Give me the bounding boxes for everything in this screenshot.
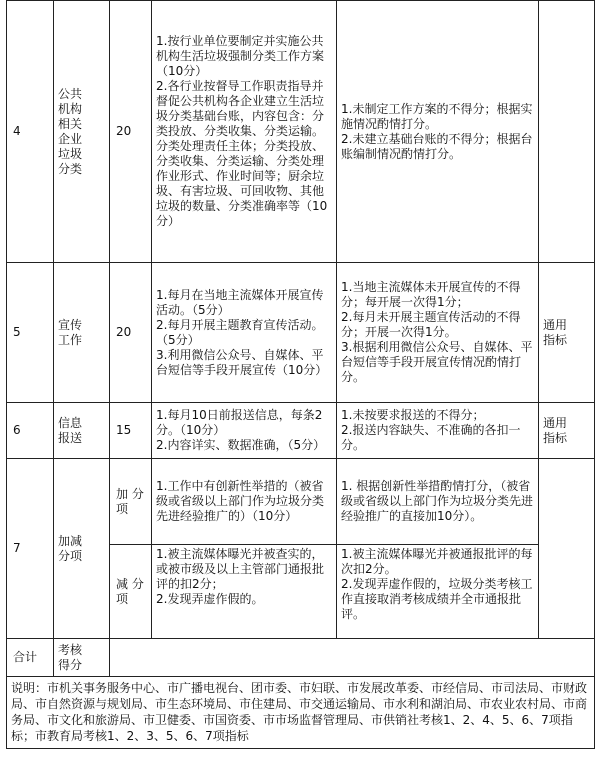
item-remark	[539, 459, 595, 639]
add-points-criteria: 1. 根据创新性举措酌情打分，（被省级或省级以上部门作为垃圾分类先进经验推广的直接加10分）。	[337, 459, 539, 545]
item-name: 公共 机构 相关 企业 垃圾 分类	[54, 1, 110, 263]
table-row	[7, 263, 595, 403]
item-criteria: 1.未按要求报送的不得分； 2.报送内容缺失、不准确的各扣一分。	[337, 403, 539, 459]
total-row	[7, 639, 595, 677]
item-name: 信息 报送	[54, 403, 110, 459]
assessment-table	[6, 0, 595, 749]
row-number: 5	[7, 263, 54, 403]
total-score-label: 考核 得分	[54, 639, 110, 677]
table-row	[7, 1, 595, 263]
note-text: 说明：市机关事务服务中心、市广播电视台、团市委、市妇联、市发展改革委、市经信局、市司法局、市财政局、市自然资源与规划局、市生态环境局、市住建局、市交通运输局、市水利和湖泊局、市农业农村局、市商务局、市文化和旅游局、市卫健委、市国资委、市市场监督管理局、市供销社考核1、2、4、5、6、7项指标；市教育局考核1、2、3、5、6、7项指标	[7, 677, 595, 749]
add-points-content: 1.工作中有创新性举措的（被省级或省级以上部门作为垃圾分类先进经验推广的）（10分）	[152, 459, 337, 545]
total-score-value	[110, 639, 595, 677]
deduct-points-label: 减 分 项	[110, 545, 152, 639]
deduct-points-content: 1.被主流媒体曝光并被查实的，或被市级及以上主管部门通报批评的扣2分； 2.发现弄虚作假的。	[152, 545, 337, 639]
deduct-points-criteria: 1.被主流媒体曝光并被通报批评的每次扣2分。 2.发现弄虚作假的，垃圾分类考核工作直接取消考核成绩并全市通报批评。	[337, 545, 539, 639]
item-content: 1.每月在当地主流媒体开展宣传活动。（5分） 2.每月开展主题教育宣传活动。（5分） 3.利用微信公众号、自媒体、平台短信等手段开展宣传（10分）	[152, 263, 337, 403]
item-criteria: 1.当地主流媒体未开展宣传的不得分；每开展一次得1分； 2.每月未开展主题宣传活动的不得分；开展一次得1分。 3.根据利用微信公众号、自媒体、平台短信等手段开展宣传情况酌情打分。	[337, 263, 539, 403]
total-label: 合计	[7, 639, 54, 677]
row-number: 6	[7, 403, 54, 459]
item-content: 1.按行业单位要制定并实施公共机构生活垃圾强制分类工作方案（10分） 2.各行业按督导工作职责指导并督促公共机构各企业建立生活垃圾分类基础台账，内容包含：分类投放、分类收集、分类运输。分类处理责任主体；分类投放、分类收集、分类运输、分类处理作业形式、作业时间等；厨余垃圾、有害垃圾、可回收物、其他垃圾的数量、分类准确率等（10分）	[152, 1, 337, 263]
add-points-label: 加 分 项	[110, 459, 152, 545]
item-remark: 通用 指标	[539, 263, 595, 403]
item-name: 加减 分项	[54, 459, 110, 639]
item-score: 15	[110, 403, 152, 459]
item-score: 20	[110, 1, 152, 263]
assessment-table-page	[6, 0, 594, 756]
item-content: 1.每月10日前报送信息，每条2分。（10分） 2.内容详实、数据准确，（5分）	[152, 403, 337, 459]
table-row	[7, 459, 595, 545]
item-remark	[539, 1, 595, 263]
row-number: 4	[7, 1, 54, 263]
item-name: 宣传 工作	[54, 263, 110, 403]
row-number: 7	[7, 459, 54, 639]
table-row	[7, 403, 595, 459]
item-criteria: 1.未制定工作方案的不得分；根据实施情况酌情打分。 2.未建立基础台账的不得分；根据台账编制情况酌情打分。	[337, 1, 539, 263]
item-remark: 通用 指标	[539, 403, 595, 459]
note-row	[7, 677, 595, 749]
item-score: 20	[110, 263, 152, 403]
